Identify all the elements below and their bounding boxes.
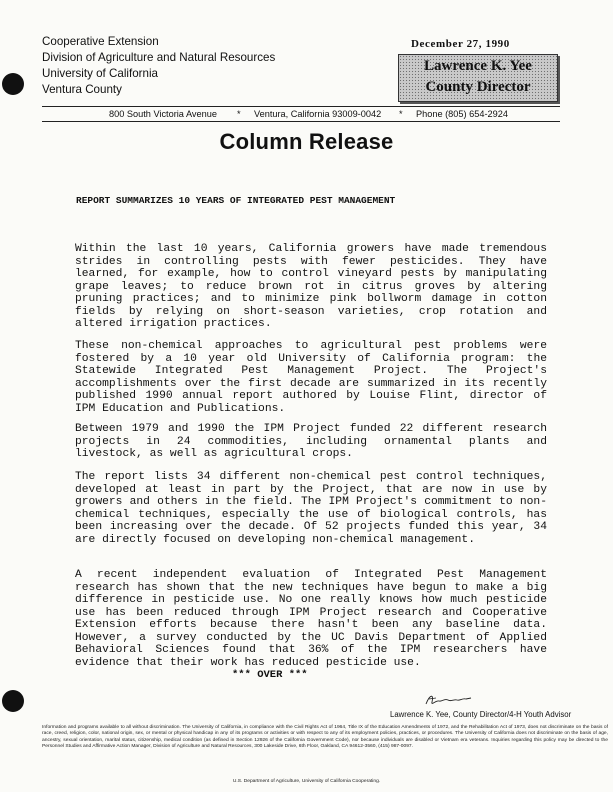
- signer-name: Lawrence K. Yee, County Director/4-H Youth Advisor: [390, 710, 572, 719]
- article-paragraph: Within the last 10 years, California growers have made tremendous strides in controlling pests with fewer pesticides. They have learned, for example, how to control vineyard pests by manipulating grape leaves; to reduce brown rot in citrus groves by altering pruning practices; and to minimize pink bollworm damage in cotton fields by relying on short-season varieties, crop rotation and altered irrigation practices.: [75, 243, 547, 331]
- org-line: Cooperative Extension: [42, 35, 159, 48]
- org-line: Division of Agriculture and Natural Resources: [42, 51, 276, 64]
- address-street: 800 South Victoria Avenue: [109, 109, 217, 119]
- release-date: December 27, 1990: [411, 38, 510, 50]
- binder-hole-bottom: [2, 690, 24, 712]
- nondiscrimination-notice: Information and programs available to all without discrimination. The University of California, in compliance with the Civil Rights Act of 1964, Title IX of the Education Amendments of 1972, and the Rehabilitation Act of 1973, does not discriminate on the basis of race, creed, religion, color, national origin, sex, or mental or physical handicap in any of its programs or activities or with respect to any of its employment policies, practices, or procedures. The University of California does not discriminate on the basis of age, ancestry, sexual orientation, marital status, citizenship, medical condition (as defined in Section 12926 of the California Government Code), nor because individuals are disabled or Vietnam era veterans. Inquiries regarding this policy may be directed to the Personnel Studies and Affirmative Action Manager, Division of Agriculture and Natural Resources, 300 Lakeside Drive, 6th Floor, Oakland, CA 94612-3560, (415) 987-0097.: [42, 725, 608, 749]
- org-line: University of California: [42, 67, 158, 80]
- director-role: County Director: [425, 79, 531, 95]
- handwritten-signature: [424, 690, 474, 710]
- over-marker: *** OVER ***: [232, 669, 308, 681]
- binder-hole-top: [2, 73, 24, 95]
- director-name: Lawrence K. Yee: [424, 58, 532, 74]
- organization-block: [42, 34, 275, 98]
- cooperating-line: U.S. Department of Agriculture, University of California Cooperating.: [232, 779, 381, 784]
- org-line: Ventura County: [42, 83, 122, 96]
- address-separator: *: [237, 109, 241, 119]
- director-namebox: [398, 54, 558, 102]
- article-heading: REPORT SUMMARIZES 10 YEARS OF INTEGRATED PEST MANAGEMENT: [76, 195, 396, 206]
- article-paragraph: Between 1979 and 1990 the IPM Project funded 22 different research projects in 24 commodities, including ornamental plants and livestock, as well as agricultural crops.: [75, 423, 547, 461]
- address-city: Ventura, California 93009-0042: [254, 109, 382, 119]
- article-paragraph: The report lists 34 different non-chemical pest control techniques, developed at least in part by the Project, that are now in use by growers and others in the field. The IPM Project's commitment to non-chemical techniques, especially the use of biological controls, has been increasing over the decade. Of 52 projects funded this year, 34 are directly focused on developing non-chemical management.: [75, 471, 547, 546]
- page-title: Column Release: [219, 129, 394, 154]
- address-phone: Phone (805) 654-2924: [416, 109, 508, 119]
- letterhead-rule-top: [42, 106, 560, 107]
- address-separator: *: [399, 109, 403, 119]
- article-paragraph: These non-chemical approaches to agricultural pest problems were fostered by a 10 year old University of California program: the Statewide Integrated Pest Management Project. The Project's accomplishments over the first decade are summarized in its recently published 1990 annual report authored by Louise Flint, director of IPM Education and Publications.: [75, 340, 547, 415]
- letterhead-rule-bottom: [42, 121, 560, 122]
- article-paragraph: A recent independent evaluation of Integrated Pest Management research has shown that the new techniques have begun to make a big difference in pesticide use. No one really knows how much pesticide use has been reduced through IPM Project research and Cooperative Extension efforts because there hasn't been any baseline data. However, a survey conducted by the UC Davis Department of Applied Behavioral Sciences found that 36% of the IPM researchers have evidence that their work has reduced pesticide use.: [75, 569, 547, 669]
